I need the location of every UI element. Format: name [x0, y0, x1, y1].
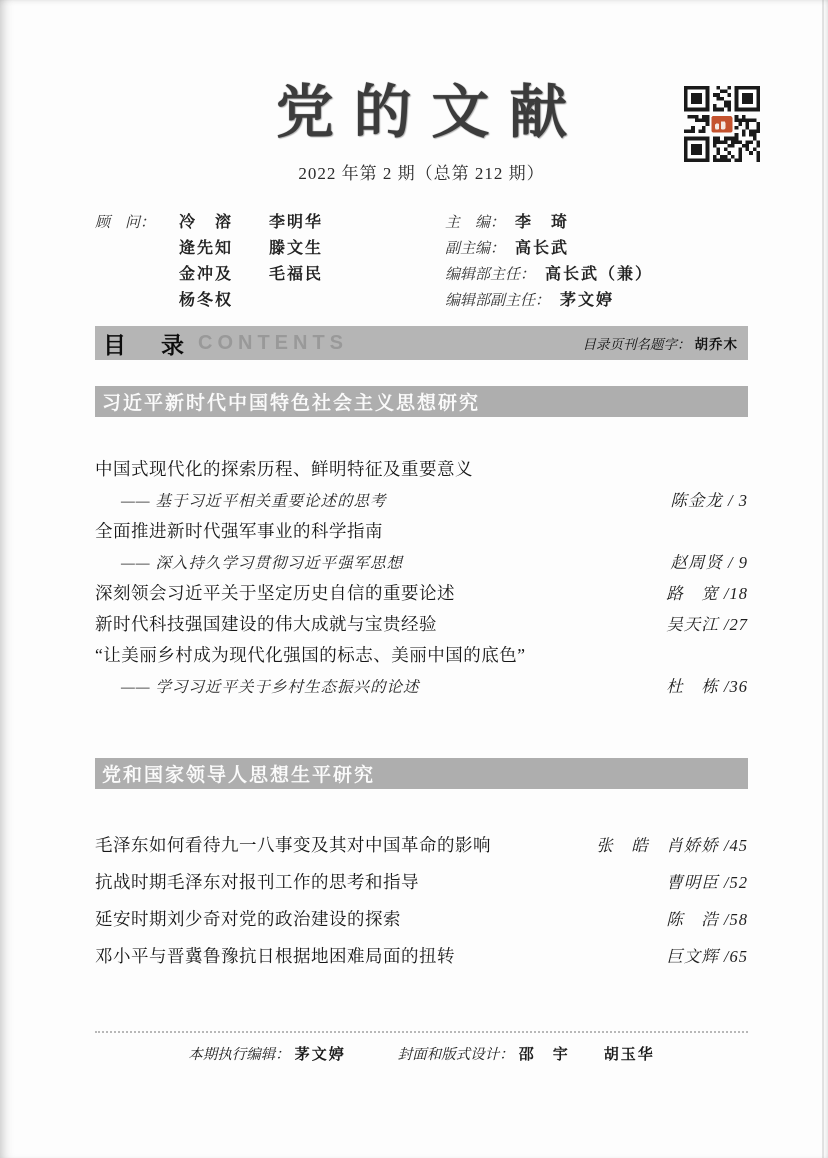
- advisors-label: 顾 问：: [95, 215, 156, 231]
- article-title: 全面推进新时代强军事业的科学指南: [95, 521, 383, 541]
- article-title: “让美丽乡村成为现代化强国的标志、美丽中国的底色”: [95, 645, 526, 665]
- article-list-1: [95, 454, 748, 702]
- article-byline: 曹明臣 /52: [666, 873, 748, 892]
- editors-block: [445, 210, 653, 314]
- article-byline: 陈金龙 / 3: [670, 491, 748, 510]
- executive-editor-name: 茅文婷: [294, 1046, 346, 1063]
- advisor-name: 金冲及: [179, 266, 234, 283]
- article-subtitle-row: [95, 485, 748, 516]
- article-byline: 吴天江 /27: [666, 615, 748, 634]
- article-list-2: [95, 827, 748, 975]
- article-byline: 赵周贤 / 9: [670, 553, 748, 572]
- page-content: [95, 0, 748, 1064]
- executive-editor-label: 本期执行编辑：: [188, 1047, 290, 1063]
- advisor-name: 李明华: [269, 214, 324, 231]
- section-heading-1: 习近平新时代中国特色社会主义思想研究: [95, 386, 748, 417]
- editor-role-label: 副主编：: [445, 241, 506, 257]
- advisors-row: [95, 210, 445, 236]
- advisors-block: [95, 210, 445, 314]
- advisors-row: [95, 288, 445, 314]
- advisors-row: [95, 262, 445, 288]
- article-title-row: [95, 938, 748, 975]
- editor-role-label: 主 编：: [445, 215, 506, 231]
- journal-title: 党的文献: [275, 80, 587, 145]
- scan-right-edge: [822, 0, 824, 1158]
- advisor-name: 杨冬权: [179, 292, 234, 309]
- contents-title-en: CONTENTS: [198, 331, 348, 354]
- designer-names: 邵 宇 胡玉华: [518, 1046, 655, 1063]
- article-title: 毛泽东如何看待九一八事变及其对中国革命的影响: [95, 835, 491, 855]
- contents-bar: [95, 326, 748, 360]
- article-title: 中国式现代化的探索历程、鲜明特征及重要意义: [95, 459, 473, 479]
- article-byline: 路 宽 /18: [666, 584, 748, 603]
- article-subtitle-row: [95, 671, 748, 702]
- calligrapher-label: 目录页刊名题字：: [582, 337, 691, 352]
- editor-name: 高长武（兼）: [545, 266, 654, 283]
- article-title: 抗战时期毛泽东对报刊工作的思考和指导: [95, 872, 419, 892]
- section-heading-2: 党和国家领导人思想生平研究: [95, 758, 748, 789]
- masthead: [95, 210, 748, 314]
- editor-row: [445, 288, 653, 314]
- advisor-name: 毛福民: [269, 266, 324, 283]
- design-label: 封面和版式设计：: [397, 1047, 514, 1063]
- advisor-name: 逄先知: [179, 240, 234, 257]
- article-title-row: [95, 578, 748, 609]
- editor-role-label: 编辑部主任：: [445, 267, 536, 283]
- calligrapher-name: 胡乔木: [694, 337, 738, 352]
- editor-name: 李 琦: [515, 214, 570, 231]
- article-subtitle: —— 基于习近平相关重要论述的思考: [121, 493, 387, 510]
- article-byline: 杜 栋 /36: [666, 677, 748, 696]
- article-title-row: [95, 609, 748, 640]
- executive-editor-credit: [188, 1043, 346, 1064]
- editor-row: [445, 210, 653, 236]
- advisor-name: 滕文生: [269, 240, 324, 257]
- article-title: 深刻领会习近平关于坚定历史自信的重要论述: [95, 583, 455, 603]
- editor-name: 茅文婷: [560, 292, 615, 309]
- advisors-row: [95, 236, 445, 262]
- contents-title-cn: 目 录: [103, 331, 190, 358]
- article-title: 延安时期刘少奇对党的政治建设的探索: [95, 909, 401, 929]
- design-credit: [398, 1043, 655, 1064]
- article-subtitle: —— 深入持久学习贯彻习近平强军思想: [121, 555, 403, 572]
- editor-row: [445, 236, 653, 262]
- advisor-name: 冷 溶: [179, 214, 234, 231]
- editor-role-label: 编辑部副主任：: [445, 293, 551, 309]
- article-title: 新时代科技强国建设的伟大成就与宝贵经验: [95, 614, 437, 634]
- article-title-row: [95, 864, 748, 901]
- editor-name: 高长武: [515, 240, 570, 257]
- article-title-row: [95, 827, 748, 864]
- editor-row: [445, 262, 653, 288]
- article-byline: 陈 浩 /58: [666, 910, 748, 929]
- article-title-row: [95, 901, 748, 938]
- qr-code: [684, 86, 760, 162]
- article-subtitle-row: [95, 547, 748, 578]
- issue-line: 2022 年第 2 期（总第 212 期）: [298, 164, 545, 183]
- calligrapher-credit: [583, 333, 739, 353]
- article-title-row: [95, 516, 748, 547]
- article-subtitle: —— 学习习近平关于乡村生态振兴的论述: [121, 679, 420, 696]
- article-title-row: [95, 640, 748, 671]
- article-byline: 巨文辉 /65: [666, 947, 748, 966]
- article-title: 邓小平与晋冀鲁豫抗日根据地困难局面的扭转: [95, 946, 455, 966]
- footer-credits: [95, 1033, 748, 1064]
- article-byline: 张 皓 肖娇娇 /45: [596, 836, 748, 855]
- article-title-row: [95, 454, 748, 485]
